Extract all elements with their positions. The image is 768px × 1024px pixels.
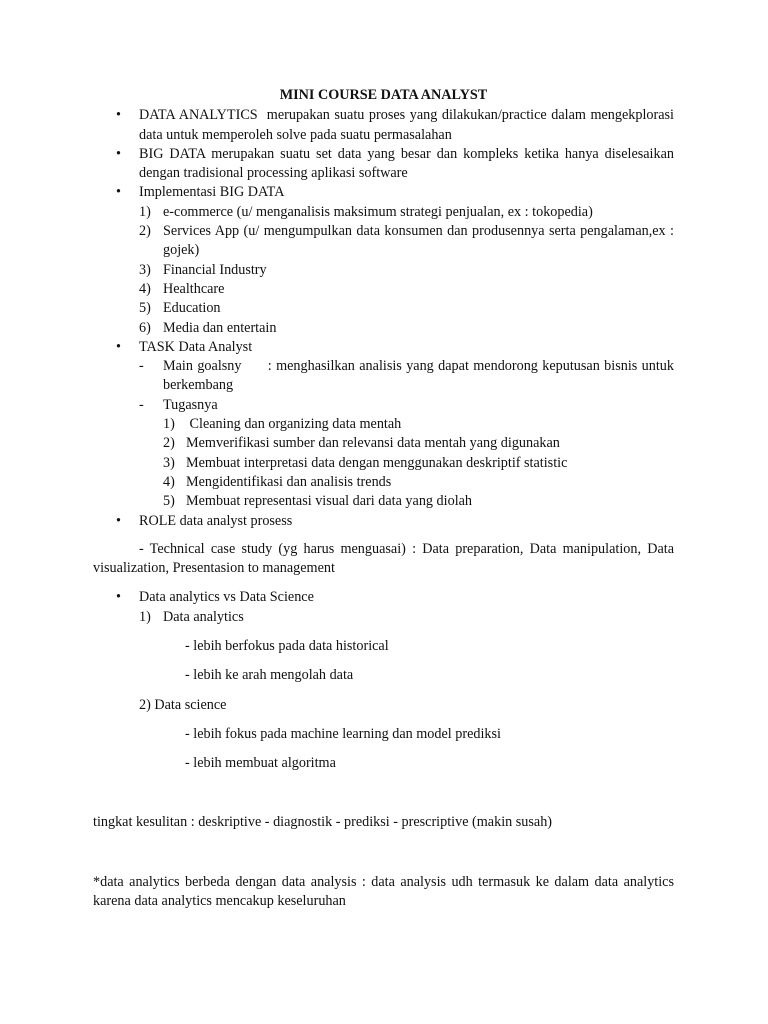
role-paragraph: - Technical case study (yg harus menguasai) : Data preparation, Data manipulation, Data visualization, Presentasion to management: [93, 540, 674, 577]
bullet-big-data: [93, 145, 674, 184]
kesulitan-line: tingkat kesulitan : deskriptive - diagnostik - prediksi - prescriptive (makin susah): [93, 813, 553, 830]
list-item-text: Data analytics: [163, 608, 244, 625]
list-item-text: Membuat interpretasi data dengan menggunakan deskriptif statistic: [186, 454, 568, 471]
bullet-role: [93, 512, 674, 531]
bullet-icon: •: [116, 107, 121, 124]
list-number: 2): [163, 435, 175, 452]
analytics-point: - lebih berfokus pada data historical: [185, 638, 389, 655]
list-item-text: Media dan entertain: [163, 319, 277, 336]
science-point: - lebih fokus pada machine learning dan model prediksi: [185, 725, 501, 742]
list-item: [93, 434, 674, 453]
list-number: 1): [139, 608, 151, 625]
list-item-text: Membuat representasi visual dari data yang diolah: [186, 493, 473, 510]
list-item: [93, 261, 674, 280]
list-number: 1): [163, 416, 175, 433]
list-item-text: Healthcare: [163, 280, 225, 297]
data-science-heading: 2) Data science: [139, 696, 227, 713]
bullet-text: Implementasi BIG DATA: [139, 184, 285, 201]
bullet-task: [93, 338, 674, 357]
list-item: [93, 222, 674, 261]
list-item: [93, 454, 674, 473]
bullet-icon: •: [116, 512, 121, 529]
list-number: 2): [139, 223, 151, 240]
list-item: [93, 492, 674, 511]
science-point: - lebih membuat algoritma: [185, 755, 336, 772]
list-item: [93, 319, 674, 338]
list-item: [93, 415, 674, 434]
list-item-text: Mengidentifikasi dan analisis trends: [186, 473, 392, 490]
list-number: 5): [139, 300, 151, 317]
bullet-icon: •: [116, 184, 121, 201]
dash-marker: -: [139, 358, 144, 375]
note-paragraph: *data analytics berbeda dengan data analysis : data analysis udh termasuk ke dalam data analytics karena data analytics mencakup keseluruhan: [93, 873, 674, 910]
list-number: 3): [163, 454, 175, 471]
list-item-text: Memverifikasi sumber dan relevansi data mentah yang digunakan: [186, 435, 560, 452]
list-item-text: Cleaning dan organizing data mentah: [186, 416, 402, 433]
list-item: [93, 608, 674, 627]
list-number: 4): [163, 473, 175, 490]
document-title: MINI COURSE DATA ANALYST: [279, 87, 488, 103]
bullet-text: Data analytics vs Data Science: [139, 589, 314, 606]
bullet-text: DATA ANALYTICS merupakan suatu proses yang dilakukan/practice dalam mengekplorasi data untuk memperoleh solve pada suatu permasalahan: [139, 107, 678, 143]
main-goal-text: Main goalsny : menghasilkan analisis yang dapat mendorong keputusan bisnis untuk berkembang: [163, 358, 678, 394]
bullet-text: TASK Data Analyst: [139, 338, 253, 355]
task-tugas: [93, 396, 674, 415]
bullet-text: BIG DATA merupakan suatu set data yang besar dan kompleks ketika hanya diselesaikan dengan tradisional processing aplikasi software: [139, 145, 674, 182]
list-number: 3): [139, 261, 151, 278]
task-main-goal: [93, 357, 678, 396]
list-item: [93, 299, 674, 318]
list-item-text: e-commerce (u/ menganalisis maksimum strategi penjualan, ex : tokopedia): [163, 203, 593, 220]
tugas-label: Tugasnya: [163, 396, 218, 413]
list-item: [93, 473, 674, 492]
implementasi-list: [93, 203, 674, 338]
list-item-text: Education: [163, 300, 221, 317]
bullet-text: ROLE data analyst prosess: [139, 512, 293, 529]
list-item: [93, 280, 674, 299]
tugas-list: [93, 415, 674, 511]
analytics-point: - lebih ke arah mengolah data: [185, 667, 354, 684]
list-item-text: Services App (u/ mengumpulkan data konsumen dan produsennya serta pengalaman,ex : gojek): [163, 223, 674, 259]
bullet-implementasi: [93, 183, 674, 202]
bullet-icon: •: [116, 338, 121, 355]
document-body: [93, 86, 678, 911]
dash-marker: -: [139, 396, 144, 413]
bullet-icon: •: [116, 145, 121, 162]
list-number: 5): [163, 493, 175, 510]
bullet-data-analytics: [93, 106, 678, 145]
bullet-vs: [93, 588, 674, 607]
list-number: 6): [139, 319, 151, 336]
list-item: [93, 203, 674, 222]
list-item-text: Financial Industry: [163, 261, 267, 278]
list-number: 4): [139, 280, 151, 297]
bullet-icon: •: [116, 589, 121, 606]
list-number: 1): [139, 203, 151, 220]
